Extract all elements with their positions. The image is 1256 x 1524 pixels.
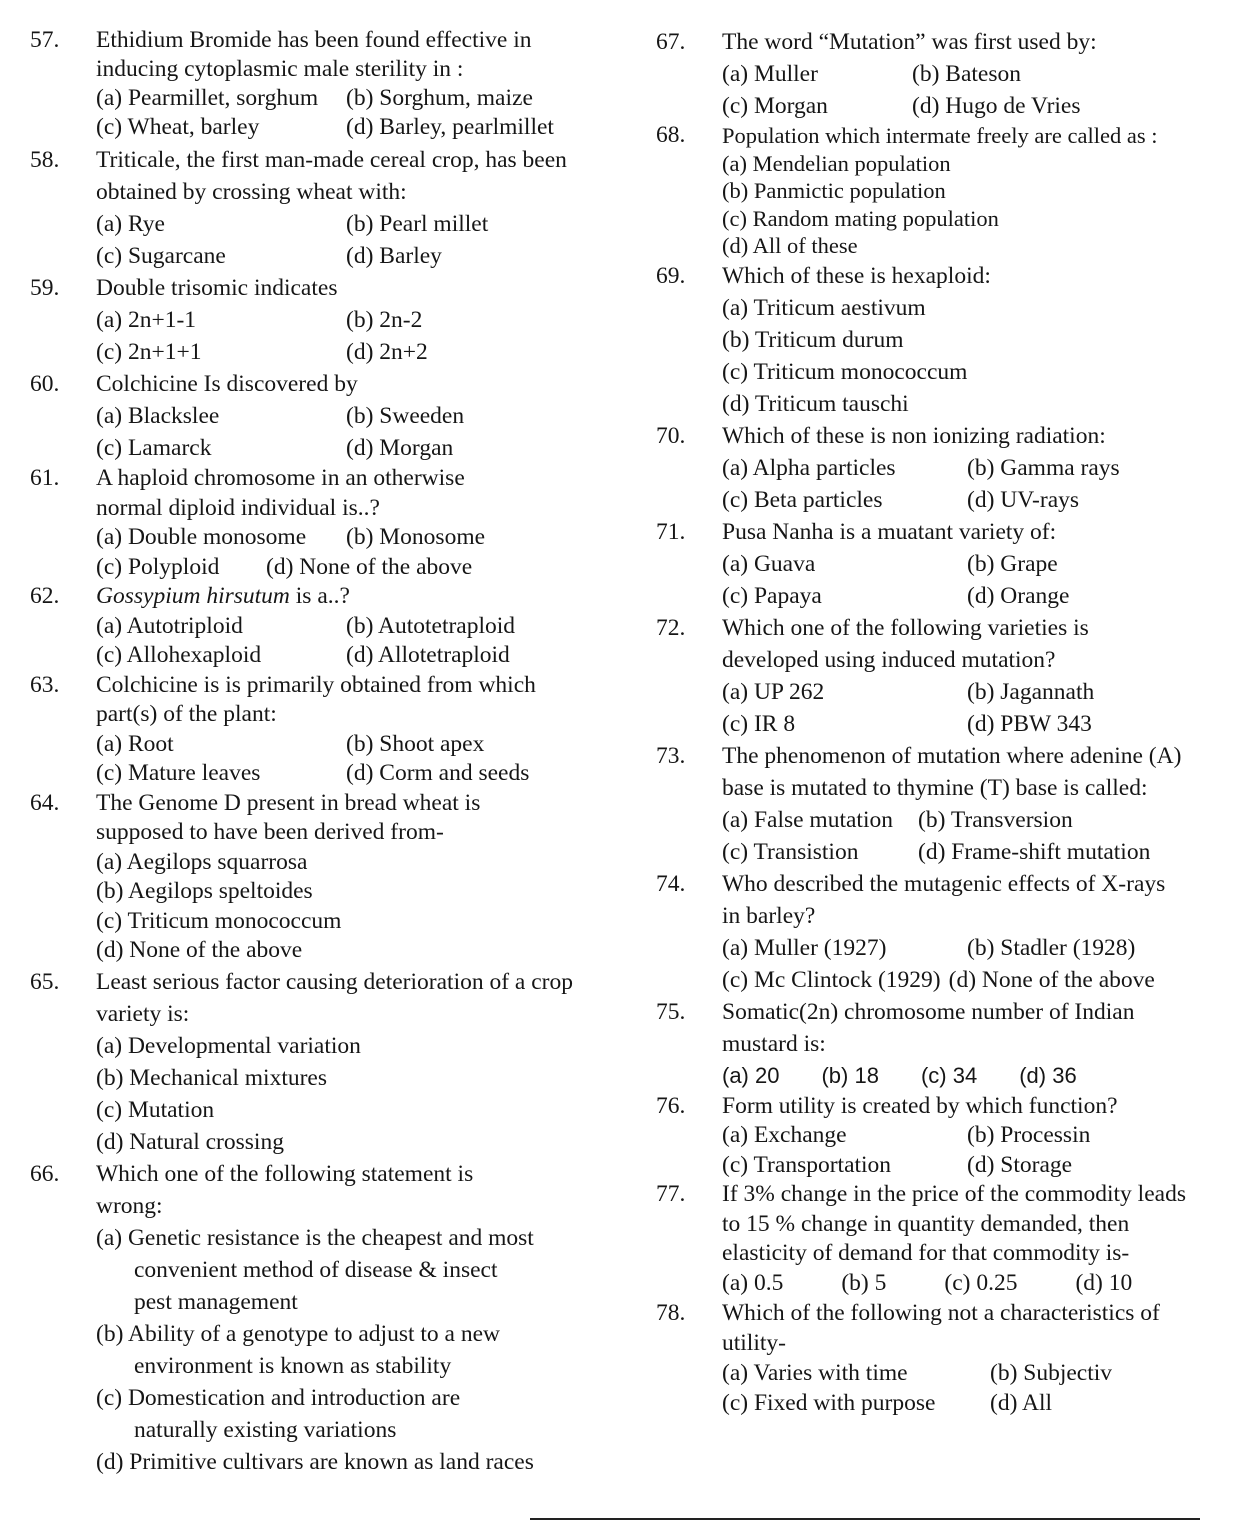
- question-58: [30, 144, 600, 272]
- option-c: (c) Triticum monococcum: [722, 358, 968, 385]
- question-68: [656, 122, 1216, 260]
- options: [722, 58, 1216, 122]
- question-stem: Population which intermate freely are called as :: [722, 123, 1158, 148]
- options: [722, 292, 1216, 420]
- option-a: (a) Triticum aestivum: [722, 294, 926, 321]
- option-a: (a) Autotriploid: [96, 612, 243, 639]
- question-number: 63.: [30, 671, 60, 698]
- question-70: [656, 420, 1216, 516]
- option-d: (d) Triticum tauschi: [722, 390, 909, 417]
- question-stem: Somatic(2n) chromosome number of Indian mustard is:: [722, 998, 1135, 1057]
- question-77: [656, 1180, 1216, 1298]
- option-b: (b) Mechanical mixtures: [96, 1064, 327, 1091]
- option-d: (d) 10: [1075, 1269, 1133, 1296]
- question-number: 73.: [656, 742, 686, 769]
- option-b: (b) Autotetraploid: [346, 612, 516, 639]
- options: [722, 1060, 1216, 1092]
- option-c: (c) Transportation: [722, 1151, 892, 1178]
- question-61: [30, 464, 600, 582]
- options: [96, 612, 600, 671]
- option-c: (c) Beta particles: [722, 486, 883, 513]
- question-number: 78.: [656, 1300, 686, 1326]
- options: [722, 932, 1216, 964]
- option-a: (a) Muller: [722, 61, 818, 87]
- option-b: (b) Shoot apex: [346, 730, 485, 757]
- option-c: (c) Transistion: [722, 838, 859, 865]
- question-62: [30, 582, 600, 671]
- question-stem: A haploid chromosome in an otherwise normal diploid individual is..?: [96, 465, 465, 521]
- option-a: (a) 20: [722, 1062, 780, 1088]
- option-d: (d) 2n+2: [346, 339, 428, 365]
- question-stem: Colchicine Is discovered by: [96, 371, 358, 397]
- question-59: [30, 272, 600, 368]
- question-number: 64.: [30, 789, 60, 816]
- question-stem: Triticale, the first man-made cereal crop, has been obtained by crossing wheat with:: [96, 147, 567, 205]
- question-number: 62.: [30, 583, 60, 609]
- options: [722, 1121, 1216, 1180]
- options: [722, 1269, 1216, 1299]
- options: [96, 730, 600, 789]
- question-stem: Which of the following not a characteristics of utility-: [722, 1300, 1160, 1356]
- options: [96, 553, 600, 583]
- option-b: (b) Pearl millet: [346, 211, 489, 237]
- option-d: (d) All of these: [722, 233, 858, 258]
- option-c: (c) 34: [920, 1062, 978, 1088]
- option-b: (b) 2n-2: [346, 307, 423, 333]
- option-b: (b) Monosome: [346, 524, 486, 550]
- option-b: (b) Bateson: [912, 61, 1021, 87]
- option-b: (b) Subjectiv: [990, 1360, 1113, 1386]
- question-number: 60.: [30, 371, 60, 397]
- options: [722, 1358, 1216, 1418]
- question-stem: The phenomenon of mutation where adenine (A) base is mutated to thymine (T) base is called:: [722, 742, 1182, 801]
- option-d: (d) Storage: [967, 1151, 1073, 1178]
- question-number: 77.: [656, 1181, 686, 1207]
- option-b: (b) Ability of a genotype to adjust to a new environment is known as stability: [96, 1320, 500, 1379]
- question-stem: Which one of the following statement is wrong:: [96, 1160, 474, 1219]
- option-c: (c) Morgan: [722, 93, 828, 119]
- option-b: (b) Aegilops speltoides: [96, 878, 313, 904]
- option-d: (d) Natural crossing: [96, 1128, 284, 1155]
- stem-text: is a..?: [289, 583, 350, 609]
- options: [722, 150, 1216, 260]
- option-a: (a) Genetic resistance is the cheapest and most convenient method of disease & insect pest management: [96, 1224, 534, 1315]
- question-number: 71.: [656, 518, 686, 545]
- option-b: (b) Triticum durum: [722, 326, 904, 353]
- question-number: 70.: [656, 422, 686, 449]
- option-a: (a) Double monosome: [96, 524, 307, 550]
- species-name: Gossypium hirsutum: [96, 583, 290, 609]
- question-stem: Form utility is created by which function?: [722, 1092, 1118, 1119]
- option-d: (d) None of the above: [948, 966, 1155, 993]
- option-d: (d) Hugo de Vries: [912, 93, 1081, 119]
- options: [722, 804, 1216, 868]
- question-66: [30, 1158, 600, 1478]
- question-64: [30, 789, 600, 966]
- question-73: [656, 740, 1216, 868]
- question-72: [656, 612, 1216, 740]
- question-number: 67.: [656, 29, 686, 55]
- question-number: 76.: [656, 1092, 686, 1119]
- option-a: (a) Root: [96, 730, 174, 757]
- option-c: (c) Mutation: [96, 1096, 215, 1123]
- question-78: [656, 1298, 1216, 1418]
- question-number: 72.: [656, 614, 686, 641]
- options: [96, 1030, 600, 1158]
- option-d: (d) Morgan: [346, 435, 454, 461]
- option-d: (d) Frame-shift mutation: [918, 838, 1151, 865]
- option-d: (d) None of the above: [266, 553, 473, 580]
- question-stem: Which of these is non ionizing radiation:: [722, 422, 1106, 449]
- option-b: (b) 18: [821, 1062, 879, 1088]
- question-71: [656, 516, 1216, 612]
- option-a: (a) Aegilops squarrosa: [96, 848, 308, 875]
- option-c: (c) Papaya: [722, 582, 822, 609]
- option-a: (a) 0.5: [722, 1269, 784, 1296]
- question-stem: Which one of the following varieties is developed using induced mutation?: [722, 614, 1089, 673]
- option-b: (b) Transversion: [918, 806, 1073, 833]
- options: [96, 304, 600, 368]
- option-c: (c) Polyploid: [96, 553, 220, 580]
- option-c: (c) Triticum monococcum: [96, 907, 342, 934]
- question-stem: Colchicine is is primarily obtained from which part(s) of the plant:: [96, 671, 536, 727]
- question-stem: The Genome D present in bread wheat is supposed to have been derived from-: [96, 789, 481, 845]
- options: [96, 400, 600, 464]
- question-60: [30, 368, 600, 464]
- option-b: (b) Jagannath: [967, 678, 1095, 705]
- bottom-rule: [530, 1518, 1200, 1520]
- option-d: (d) Allotetraploid: [346, 642, 510, 668]
- option-a: (a) Varies with time: [722, 1360, 908, 1386]
- options: [96, 523, 600, 553]
- question-stem: Ethidium Bromide has been found effective in inducing cytoplasmic male sterility in :: [96, 27, 532, 82]
- option-d: (d) Corm and seeds: [346, 760, 530, 786]
- option-d: (d) 36: [1019, 1062, 1077, 1088]
- question-number: 58.: [30, 147, 60, 173]
- option-a: (a) Muller (1927): [722, 934, 887, 961]
- option-c: (c) Sugarcane: [96, 243, 226, 269]
- option-a: (a) False mutation: [722, 806, 893, 833]
- option-d: (d) Primitive cultivars are known as land races: [96, 1448, 534, 1475]
- option-c: (c) Lamarck: [96, 435, 212, 461]
- option-d: (d) UV-rays: [967, 486, 1080, 513]
- option-a: (a) Rye: [96, 211, 165, 237]
- option-b: (b) Sweeden: [346, 403, 465, 429]
- option-d: (d) None of the above: [96, 937, 303, 963]
- question-stem: Least serious factor causing deterioration of a crop variety is:: [96, 968, 573, 1027]
- question-74: [656, 868, 1216, 996]
- question-number: 69.: [656, 262, 686, 289]
- option-a: (a) Mendelian population: [722, 150, 951, 176]
- question-57: [30, 26, 600, 142]
- option-a: (a) Alpha particles: [722, 454, 896, 481]
- option-a: (a) Exchange: [722, 1122, 847, 1148]
- question-stem: Pusa Nanha is a muatant variety of:: [722, 518, 1057, 545]
- options: [96, 1222, 536, 1478]
- options: [722, 548, 1216, 612]
- question-number: 74.: [656, 870, 686, 897]
- question-number: 59.: [30, 275, 60, 301]
- question-number: 75.: [656, 998, 686, 1025]
- option-b: (b) Sorghum, maize: [346, 85, 533, 111]
- options: [722, 676, 1216, 740]
- option-d: (d) All: [990, 1390, 1053, 1416]
- option-c: (c) 0.25: [944, 1269, 1018, 1296]
- option-a: (a) Blackslee: [96, 403, 220, 429]
- left-column: [30, 26, 600, 1478]
- option-d: (d) Barley, pearlmillet: [346, 114, 554, 140]
- question-63: [30, 671, 600, 789]
- option-d: (d) Barley: [346, 243, 442, 269]
- option-b: (b) 5: [841, 1269, 887, 1296]
- option-d: (d) Orange: [967, 582, 1070, 609]
- option-c: (c) Mc Clintock (1929): [722, 966, 941, 993]
- question-number: 68.: [656, 122, 686, 148]
- question-65: [30, 966, 600, 1158]
- option-c: (c) Fixed with purpose: [722, 1390, 936, 1416]
- option-d: (d) PBW 343: [967, 710, 1092, 737]
- question-stem: Who described the mutagenic effects of X-rays in barley?: [722, 870, 1166, 929]
- option-c: (c) Allohexaploid: [96, 642, 262, 668]
- option-c: (c) Wheat, barley: [96, 114, 260, 140]
- option-a: (a) Pearmillet, sorghum: [96, 85, 319, 111]
- option-a: (a) Guava: [722, 550, 816, 577]
- option-c: (c) Domestication and introduction are naturally existing variations: [96, 1384, 461, 1443]
- question-number: 57.: [30, 27, 60, 53]
- options: [722, 452, 1216, 516]
- question-stem: Double trisomic indicates: [96, 275, 338, 301]
- question-number: 61.: [30, 465, 60, 491]
- question-number: 65.: [30, 968, 60, 995]
- option-b: (b) Stadler (1928): [967, 934, 1136, 961]
- option-c: (c) Random mating population: [722, 205, 999, 231]
- option-a: (a) UP 262: [722, 678, 825, 705]
- options: [96, 848, 600, 966]
- question-75: [656, 996, 1216, 1092]
- option-a: (a) 2n+1-1: [96, 307, 197, 333]
- question-67: [656, 26, 1216, 122]
- question-stem: [96, 582, 600, 612]
- question-69: [656, 260, 1216, 420]
- question-stem: Which of these is hexaploid:: [722, 262, 991, 289]
- option-a: (a) Developmental variation: [96, 1032, 361, 1059]
- option-b: (b) Panmictic population: [722, 178, 946, 203]
- option-b: (b) Grape: [967, 550, 1058, 577]
- question-stem: The word “Mutation” was first used by:: [722, 29, 1097, 55]
- question-76: [656, 1092, 1216, 1181]
- option-b: (b) Processin: [967, 1122, 1091, 1148]
- question-stem: If 3% change in the price of the commodity leads to 15 % change in quantity demanded, then elasticity of demand for that commodity is-: [722, 1181, 1186, 1266]
- option-b: (b) Gamma rays: [967, 454, 1120, 481]
- options: [722, 964, 1216, 996]
- option-c: (c) IR 8: [722, 710, 796, 737]
- options: [96, 208, 600, 272]
- right-column: [656, 26, 1216, 1418]
- option-c: (c) Mature leaves: [96, 760, 261, 786]
- question-number: 66.: [30, 1160, 60, 1187]
- option-c: (c) 2n+1+1: [96, 339, 202, 365]
- options: [96, 84, 600, 142]
